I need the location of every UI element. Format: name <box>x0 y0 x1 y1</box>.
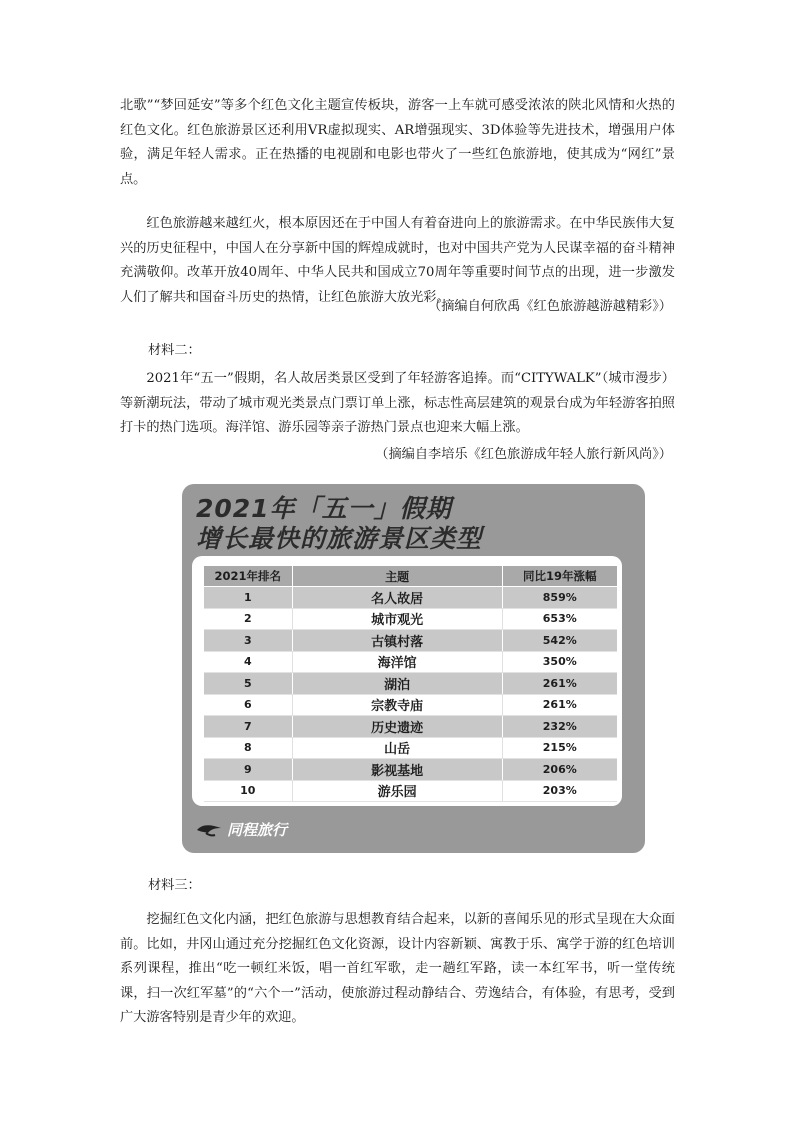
material-two-heading: 材料二： <box>148 343 201 358</box>
rank-cell: 6 <box>243 698 252 712</box>
infographic-title-line2: 增长最快的旅游景区类型 <box>196 524 483 553</box>
table-row <box>204 716 617 738</box>
table-row <box>204 630 617 652</box>
infographic-title <box>196 494 482 554</box>
rank-cell: 2 <box>243 612 252 626</box>
brand-name: 同程旅行 <box>227 821 288 839</box>
theme-cell: 城市观光 <box>292 609 502 630</box>
growth-cell: 350% <box>502 652 617 673</box>
theme-cell: 宗教寺庙 <box>292 695 502 716</box>
growth-cell: 232% <box>502 716 617 737</box>
rank-cell: 9 <box>243 762 252 776</box>
growth-cell: 542% <box>502 630 617 651</box>
material-three-heading: 材料三： <box>148 878 201 893</box>
theme-cell: 湖泊 <box>292 673 502 694</box>
growth-cell: 206% <box>502 759 617 780</box>
theme-cell: 海洋馆 <box>292 652 502 673</box>
growth-cell: 215% <box>502 738 617 759</box>
rank-cell: 3 <box>243 633 252 647</box>
brand-logo <box>196 819 287 840</box>
header-theme: 主题 <box>292 566 502 586</box>
growth-cell: 261% <box>502 673 617 694</box>
header-rank: 2021年排名 <box>214 569 282 583</box>
table-header <box>204 566 617 586</box>
table-row <box>204 673 617 695</box>
paragraph-red-tourism: 红色旅游越来越红火，根本原因还在于中国人有着奋进向上的旅游需求。在中华民族伟大复兴的历史征程中，中国人在分享新中国的辉煌成就时，也对中国共产党为人民谋幸福的奋斗精神充满敬仰。改革开放40周年、中华人民共和国成立70周年等重要时间节点的出现，进一步激发人们了解共和国奋斗历史的热情，让红色旅游大放光彩。 <box>120 216 675 305</box>
rank-cell: 1 <box>243 590 252 604</box>
infographic-title-line1: 2021年「五一」假期 <box>196 494 452 523</box>
theme-cell: 影视基地 <box>292 759 502 780</box>
growth-cell: 203% <box>502 781 617 802</box>
table-body <box>204 587 617 802</box>
paragraph-continuation: 北歌”“梦回延安”等多个红色文化主题宣传板块，游客一上车就可感受浓浓的陕北风情和火热的红色文化。红色旅游景区还利用VR虚拟现实、AR增强现实、3D体验等先进技术，增强用户体验，满足年轻人需求。正在热播的电视剧和电影也带火了一些红色旅游地，使其成为“网红”景点。 <box>120 98 675 187</box>
ranking-table <box>204 566 617 802</box>
rank-cell: 7 <box>243 719 252 733</box>
table-row <box>204 759 617 781</box>
growth-cell: 653% <box>502 609 617 630</box>
theme-cell: 历史遗迹 <box>292 716 502 737</box>
table-row <box>204 609 617 631</box>
paragraph-jinggangshan: 挖掘红色文化内涵，把红色旅游与思想教育结合起来，以新的喜闻乐见的形式呈现在大众面前。比如，井冈山通过充分挖掘红色文化资源，设计内容新颖、寓教于乐、寓学于游的红色培训系列课程，推出“吃一顿红米饭，唱一首红军歌，走一趟红军路，读一本红军书，听一堂传统课，扫一次红军墓”的“六个一”活动，使旅游过程动静结合、劳逸结合，有体验，有思考，受到广大游客特别是青少年的欢迎。 <box>120 912 675 1025</box>
ranking-table-card <box>192 556 622 806</box>
rank-cell: 8 <box>243 741 252 755</box>
rank-cell: 5 <box>243 676 252 690</box>
source-citation-2: （摘编自李培乐《红色旅游成年轻人旅行新风尚》） <box>375 447 672 462</box>
theme-cell: 山岳 <box>292 738 502 759</box>
rank-cell: 4 <box>243 655 252 669</box>
table-row <box>204 587 617 609</box>
table-row <box>204 738 617 760</box>
growth-cell: 859% <box>502 587 617 608</box>
theme-cell: 古镇村落 <box>292 630 502 651</box>
table-row <box>204 652 617 674</box>
growth-cell: 261% <box>502 695 617 716</box>
paragraph-may-day: 2021年“五一”假期，名人故居类景区受到了年轻游客追捧。而“CITYWALK”（城市漫步）等新潮玩法，带动了城市观光类景点门票订单上涨，标志性高层建筑的观景台成为年轻游客拍照打卡的热门选项。海洋馆、游乐园等亲子游热门景点也迎来大幅上涨。 <box>120 371 675 435</box>
table-row <box>204 781 617 803</box>
source-citation-1: （摘编自何欣禹《红色旅游越游越精彩》） <box>428 299 672 314</box>
header-growth: 同比19年涨幅 <box>502 566 617 586</box>
table-row <box>204 695 617 717</box>
rank-cell: 10 <box>240 784 256 798</box>
theme-cell: 游乐园 <box>292 781 502 802</box>
bird-logo-icon <box>196 823 222 837</box>
theme-cell: 名人故居 <box>292 587 502 608</box>
ranking-infographic <box>182 484 645 853</box>
